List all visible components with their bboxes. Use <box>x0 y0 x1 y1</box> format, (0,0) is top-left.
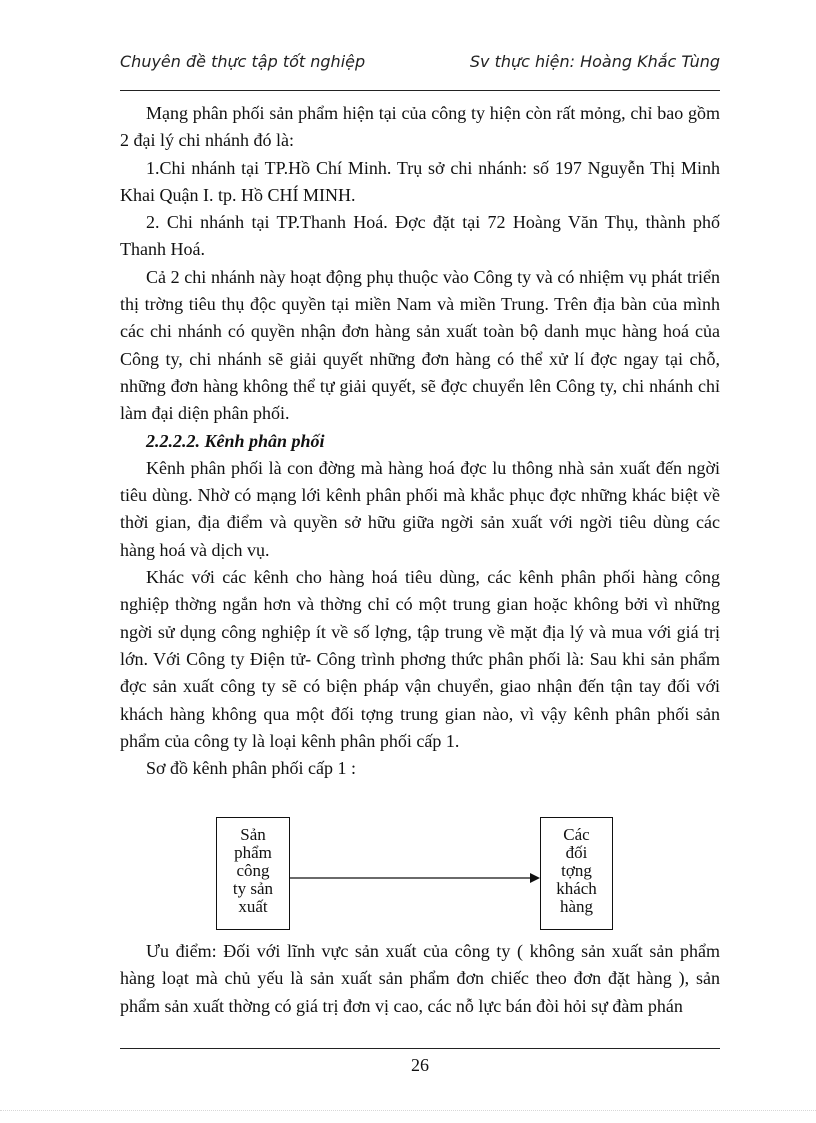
source-line: Sản <box>240 825 266 844</box>
paragraph: Cả 2 chi nhánh này hoạt động phụ thuộc vào Công ty và có nhiệm vụ phát triển thị trờng tiêu thụ độc quyền tại miền Nam và miền Trung. Trên địa bàn của mình các chi nhánh có quyền nhận đơn hàng sản xuất toàn bộ danh mục hàng hoá của Công ty, chi nhánh sẽ giải quyết những đơn hàng có thể xử lí đợc ngay tại chỗ, những đơn hàng không thể tự giải quyết, sẽ đợc chuyển lên Công ty, chi nhánh chỉ làm đại diện phân phối. <box>120 266 720 424</box>
target-line: Các <box>563 825 590 844</box>
paragraph: Khác với các kênh cho hàng hoá tiêu dùng, các kênh phân phối hàng công nghiệp thờng ngắn hơn và thờng chỉ có một trung gian hoặc không bởi vì những ngời sử dụng công nghiệp ít về số lợng, tập trung về mặt địa lý và mua với giá trị lớn. Với Công ty Điện tử- Công trình phơng thức phân phối là: Sau khi sản phẩm đợc sản xuất công ty sẽ có biện pháp vận chuyển, giao nhận đến tận tay đối với khách hàng không qua một đối tợng trung gian nào, vì vậy kênh phân phối sản phẩm của công ty là loại kênh phân phối cấp 1. <box>120 567 720 751</box>
body-text-continued <box>120 938 720 1020</box>
header-rule <box>120 90 720 91</box>
paragraph: 1.Chi nhánh tại TP.Hồ Chí Minh. Trụ sở chi nhánh: số 197 Nguyễn Thị Minh Khai Quận I. tp. Hồ CHÍ MINH. <box>120 157 720 205</box>
target-box <box>540 817 613 930</box>
source-line: phẩm <box>234 843 272 862</box>
source-line: công <box>236 861 270 880</box>
target-line: hàng <box>559 897 594 916</box>
target-line: khách <box>556 879 597 898</box>
source-line: ty sản <box>232 879 274 898</box>
arrow-icon <box>290 870 542 886</box>
source-box <box>216 817 290 930</box>
body-text <box>120 100 720 782</box>
header-author: Sv thực hiện: Hoàng Khắc Tùng <box>469 52 720 71</box>
page-header <box>120 52 720 78</box>
paragraph: 2. Chi nhánh tại TP.Thanh Hoá. Đợc đặt tại 72 Hoàng Văn Thụ, thành phố Thanh Hoá. <box>120 212 720 260</box>
target-line: đối <box>565 843 588 862</box>
paragraph: Mạng phân phối sản phẩm hiện tại của công ty hiện còn rất mỏng, chỉ bao gồm 2 đại lý chi nhánh đó là: <box>120 103 720 151</box>
section-heading: 2.2.2.2. Kênh phân phối <box>146 430 325 451</box>
header-title: Chuyên đề thực tập tốt nghiệp <box>120 52 366 71</box>
page-number: 26 <box>411 1055 429 1075</box>
paragraph: Sơ đồ kênh phân phối cấp 1 : <box>146 758 356 779</box>
footer-rule <box>120 1048 720 1049</box>
page-edge-dots <box>0 1110 816 1111</box>
paragraph: Kênh phân phối là con đờng mà hàng hoá đợc lu thông nhà sản xuất đến ngời tiêu dùng. Nhờ có mạng lới kênh phân phối mà khắc phục đợc những khác biệt về thời gian, địa điểm và quyền sở hữu giữa ngời sản xuất với ngời tiêu dùng các hàng hoá và dịch vụ. <box>120 457 720 560</box>
target-line: tợng <box>561 861 592 880</box>
distribution-channel-diagram <box>120 815 720 935</box>
paragraph: Ưu điểm: Đối với lĩnh vực sản xuất của công ty ( không sản xuất sản phẩm hàng loạt mà chủ yếu là sản xuất sản phẩm đơn chiếc theo đơn đặt hàng ), sản phẩm sản xuất thờng có giá trị đơn vị cao, các nỗ lực bán đòi hỏi sự đàm phán <box>120 941 720 1016</box>
source-line: xuất <box>238 897 268 916</box>
